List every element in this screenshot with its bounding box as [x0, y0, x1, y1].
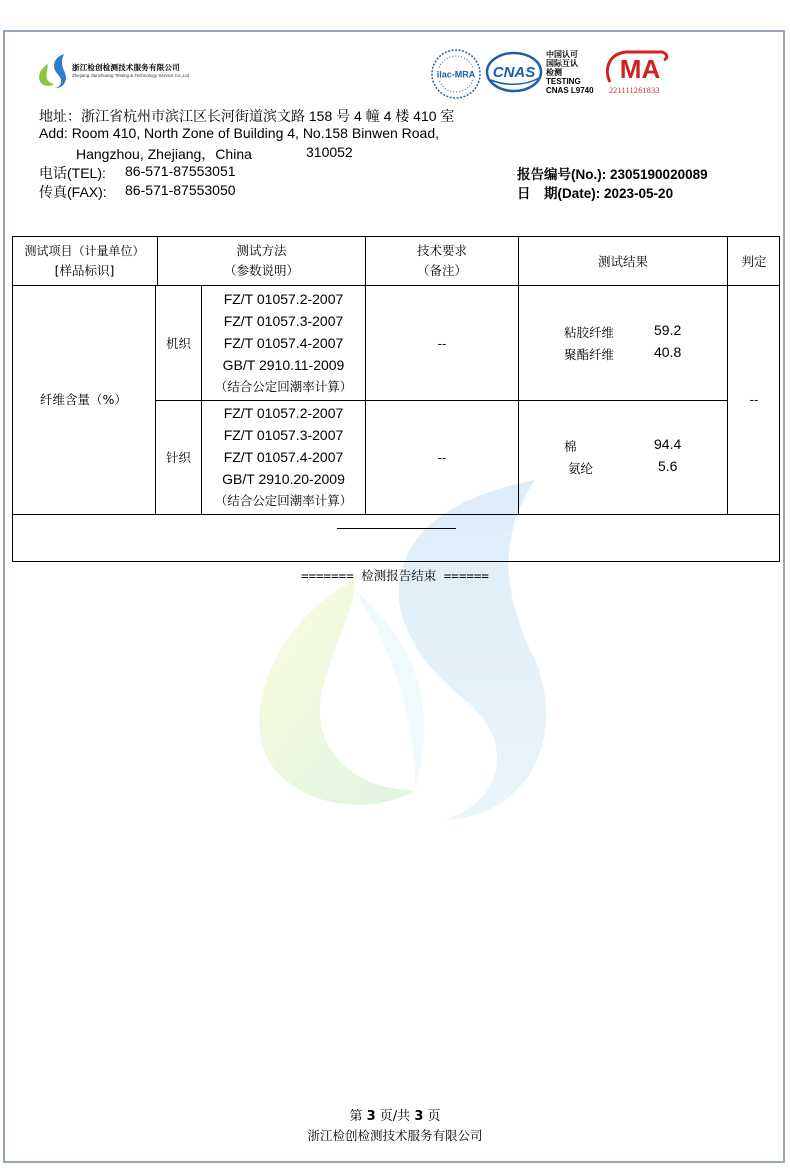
report-date-label: 日 期(Date):	[517, 186, 601, 201]
ilac-mra-logo	[430, 48, 482, 100]
ilac-label: ilac-MRA	[436, 69, 476, 80]
cnas-text-line: CNAS L9740	[546, 86, 594, 95]
page-prefix: 第	[349, 1109, 363, 1124]
cma-label: MA	[619, 54, 661, 84]
address-cn: 地址：浙江省杭州市滨江区长河街道滨文路 158 号 4 幢 4 楼 410 室	[39, 108, 455, 124]
result-value: 94.4	[654, 436, 682, 452]
company-logo	[34, 50, 74, 90]
tel-label: 电话(TEL):	[39, 165, 106, 181]
method-standard: GB/T 2910.20-2009	[222, 471, 345, 487]
header-result: 测试结果	[597, 254, 648, 269]
tel-value: 86-571-87553051	[125, 163, 236, 179]
page-middle: 页/共	[379, 1109, 411, 1124]
result-table	[12, 236, 780, 562]
header-method	[158, 241, 365, 281]
cma-number: 221111261833	[609, 86, 660, 95]
fax-value: 86-571-87553050	[125, 182, 236, 198]
header-method-line1: 测试方法	[236, 243, 287, 258]
header-item-line1: 测试项目（计量单位）	[24, 244, 145, 258]
method-standard: FZ/T 01057.3-2007	[223, 313, 344, 329]
fabric-type: 机织	[165, 336, 191, 351]
cnas-text-line: 国际互认	[546, 59, 578, 68]
cnas-accreditation-text	[546, 50, 594, 95]
result-fiber: 聚酯纤维	[564, 347, 615, 362]
report-date	[517, 182, 673, 202]
method-standard: FZ/T 01057.2-2007	[223, 405, 344, 421]
cnas-logo	[485, 50, 543, 94]
header-item-line2: [样品标识]	[54, 263, 115, 278]
page-total: 3	[414, 1109, 424, 1124]
test-item: 纤维含量（%）	[40, 392, 127, 407]
judgement: --	[749, 392, 759, 407]
method-standard: FZ/T 01057.4-2007	[223, 449, 344, 465]
report-number-label: 报告编号(No.):	[517, 167, 607, 182]
method-standard: GB/T 2910.11-2009	[222, 357, 345, 373]
method-standard: FZ/T 01057.4-2007	[223, 335, 344, 351]
report-number-value: 2305190020089	[610, 167, 708, 182]
cnas-label: CNAS	[492, 64, 536, 81]
result-value: 40.8	[654, 344, 682, 360]
result-value: 5.6	[658, 458, 678, 474]
company-name-cn: 浙江检创检测技术服务有限公司	[72, 63, 180, 72]
requirement: --	[437, 450, 447, 465]
result-value: 59.2	[654, 322, 682, 338]
header-requirement-line1: 技术要求	[416, 243, 467, 258]
report-number	[517, 163, 708, 183]
cnas-text-line: 中国认可	[546, 50, 578, 59]
fax-label: 传真(FAX):	[39, 184, 107, 200]
method-standard: FZ/T 01057.3-2007	[223, 427, 344, 443]
page-number	[0, 1105, 790, 1124]
fabric-type: 针织	[165, 450, 191, 465]
cnas-text-line: 检测	[546, 68, 562, 77]
page-suffix: 页	[427, 1109, 441, 1124]
header-judgement: 判定	[741, 254, 767, 269]
header-requirement-line2: （备注）	[416, 263, 467, 278]
postcode: 310052	[306, 144, 353, 160]
method-note: （结合公定回潮率计算）	[214, 493, 353, 508]
header-method-line2: （参数说明）	[223, 263, 299, 278]
address-en-line2: Hangzhou, Zhejiang，China	[76, 146, 252, 162]
header-item	[12, 241, 157, 281]
result-fiber: 粘胶纤维	[564, 325, 615, 340]
cma-logo	[604, 50, 670, 84]
address-en-line1: Add: Room 410, North Zone of Building 4, No.158 Binwen Road,	[39, 125, 440, 141]
page-current: 3	[366, 1109, 376, 1124]
result-fiber: 棉	[564, 439, 577, 454]
method-standard: FZ/T 01057.2-2007	[223, 291, 344, 307]
report-date-value: 2023-05-20	[604, 186, 674, 201]
company-name-en: Zhejiang Jianchuang Testing & Technology Service Co.,Ltd	[72, 73, 190, 78]
result-fiber: 氨纶	[568, 461, 594, 476]
method-list	[202, 402, 365, 512]
method-list	[202, 288, 365, 398]
requirement: --	[437, 336, 447, 351]
cnas-text-line: TESTING	[546, 77, 581, 86]
header-requirement	[366, 241, 518, 281]
method-note: （结合公定回潮率计算）	[214, 379, 353, 394]
report-end-marker: ======= 检测报告结束 ======	[301, 568, 489, 583]
footer-company: 浙江检创检测技术服务有限公司	[307, 1128, 483, 1143]
